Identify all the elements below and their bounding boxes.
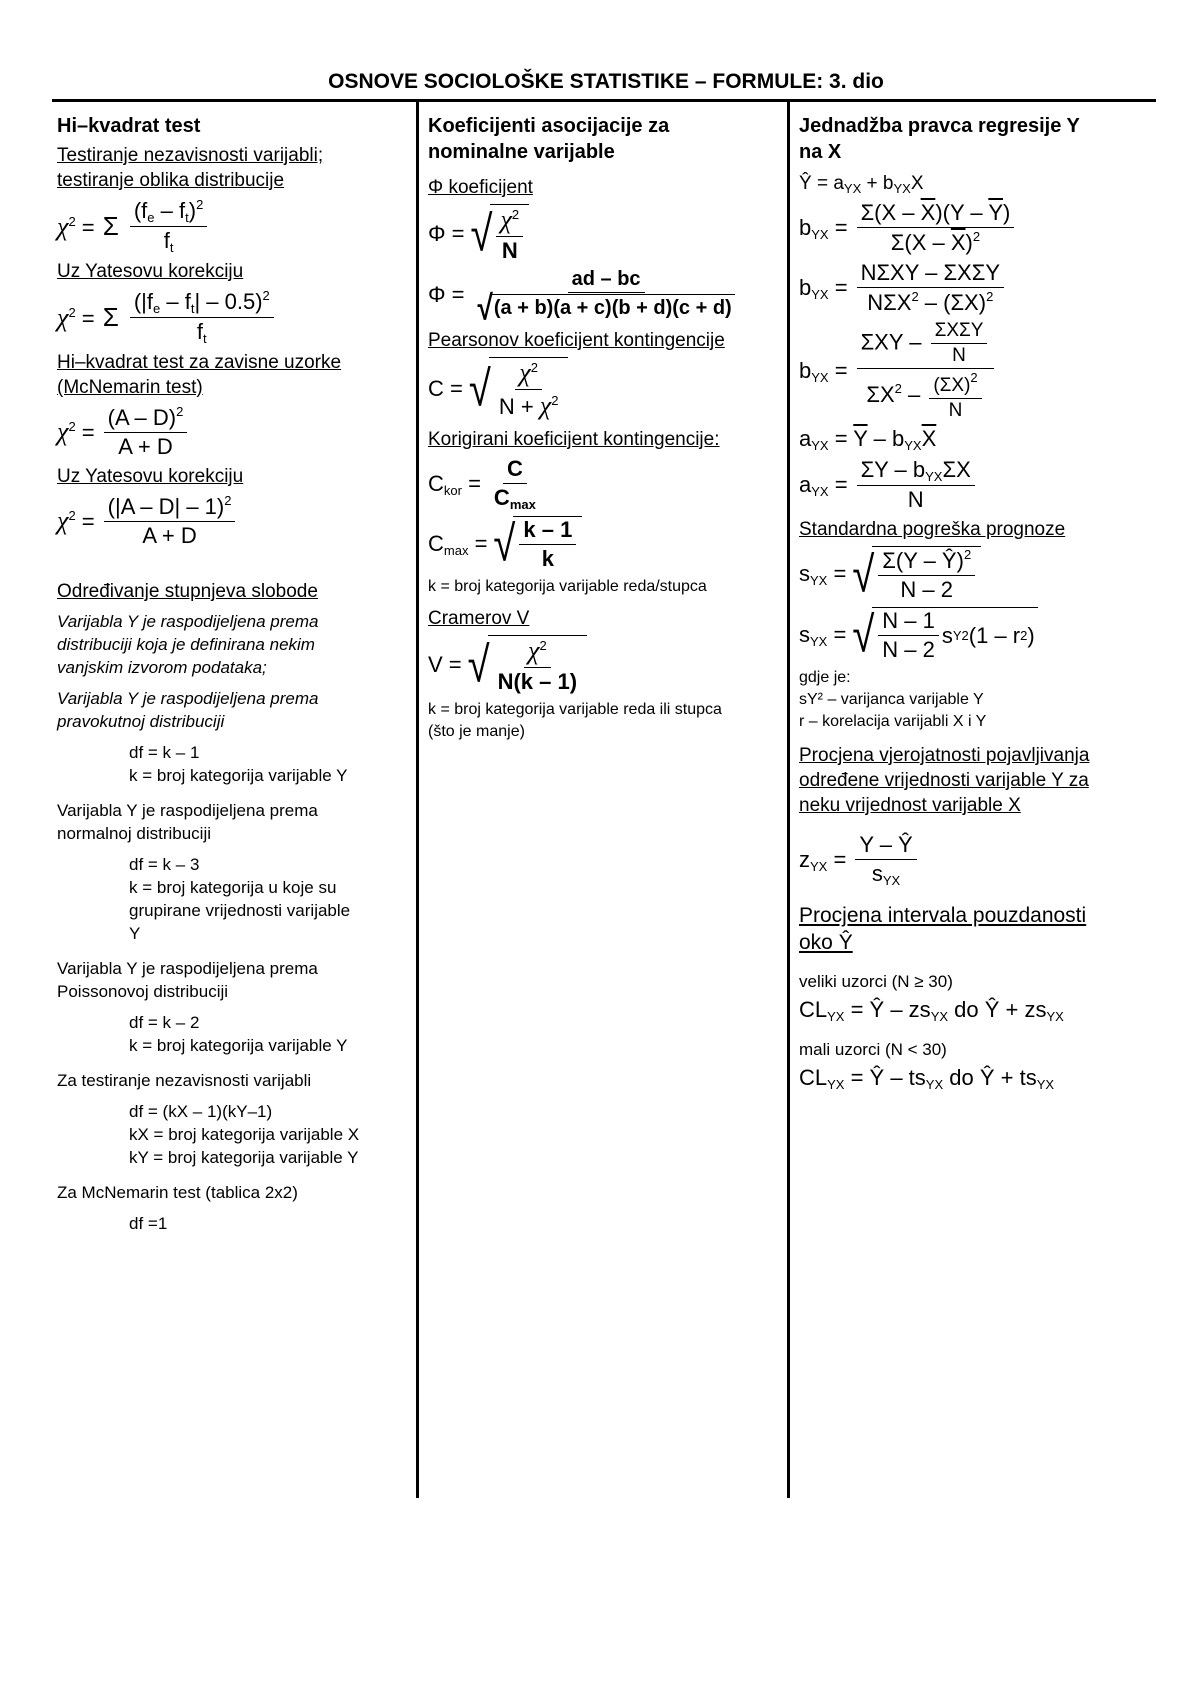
corrected-subheading: Korigirani koeficijent kontingencije: bbox=[428, 429, 720, 450]
title-rule bbox=[52, 99, 1156, 102]
df-heading: Određivanje stupnjeva slobode bbox=[57, 581, 318, 602]
regression-heading-2: na X bbox=[799, 141, 842, 163]
probability-subheading-3: neku vrijednost varijable X bbox=[799, 795, 1021, 816]
chi-square-yates-formula: $\chi^2 = \Sigma$ $\frac{(|f_e - f_t| - 0.5)^2}{f_t}$ bbox=[57, 288, 409, 346]
pearson-formula: C = √ $\frac{\chi^2}{N + \chi^2}$ bbox=[428, 357, 783, 421]
case3-text-1: Varijabla Y je raspodijeljena prema bbox=[57, 801, 318, 820]
byx-formula-1: $b_{YX}$ = $\frac{\Sigma(X - \overline{X})(Y - \overline{Y})}{\Sigma(X - \overline{X})^2}$ bbox=[799, 200, 1159, 256]
syx-formula-1: $s_{YX}$ = √ $\frac{\Sigma(Y - Ŷ)^2}{N - 2}$ bbox=[799, 546, 1159, 603]
case1-text-2: distribuciji koja je definirana nekim bbox=[57, 635, 315, 654]
syx-formula-2: $s_{YX}$ = √ $\frac{N - 1}{N - 2}$ s Y 2 (1 – r 2 ) bbox=[799, 607, 1159, 663]
mcnemar-formula: $\chi^2$ = $\frac{(A - D)^2}{A + D}$ bbox=[57, 404, 409, 460]
case6-df: df =1 bbox=[129, 1214, 168, 1233]
phi-formula-1: Φ = √ $\frac{\chi^2}{N}$ bbox=[428, 204, 783, 264]
k-note: k = broj kategorija varijable reda/stupca bbox=[428, 578, 707, 595]
case3-k-3: Y bbox=[129, 924, 141, 943]
case5-kx: kX = broj kategorija varijable X bbox=[129, 1125, 360, 1144]
c-corrected-formula: $C_{kor}$ = $\frac{C}{C_{max}}$ bbox=[428, 456, 536, 512]
case4-df: df = k – 2 bbox=[129, 1013, 200, 1032]
ayx-formula-1: $a_{YX} = \overline{Y} - b_{YX}\overline{X}$ bbox=[799, 426, 937, 453]
mcnemar-subheading-2: (McNemarin test) bbox=[57, 377, 203, 398]
where-variance: sY² – varijanca varijable Y bbox=[799, 691, 984, 708]
association-heading-2: nominalne varijable bbox=[428, 141, 615, 163]
large-samples-label: veliki uzorci (N ≥ 30) bbox=[799, 972, 953, 991]
case4-k: k = broj kategorija varijable Y bbox=[129, 1036, 348, 1055]
where-label: gdje je: bbox=[799, 669, 851, 686]
case2-text-1: Varijabla Y je raspodijeljena prema bbox=[57, 689, 319, 708]
case2-df: df = k – 1 bbox=[129, 743, 200, 762]
k-note-2-line2: (što je manje) bbox=[428, 723, 525, 740]
cramer-subheading: Cramerov V bbox=[428, 608, 530, 629]
column-regression bbox=[799, 113, 1159, 1096]
zyx-formula: $z_{YX}$ = $\frac{Y - Ŷ}{s_{YX}}$ bbox=[799, 832, 1159, 888]
chi-square-formula: $\chi^2 = \Sigma$ $\frac{(f_e - f_t)^2}{f_t}$ bbox=[57, 197, 409, 255]
std-error-subheading: Standardna pogreška prognoze bbox=[799, 519, 1066, 540]
byx-formula-2: $b_{YX}$ = $\frac{\text{NΣXY – ΣXΣY}}{N\Sigma X^2 - (\Sigma X)^2}$ bbox=[799, 260, 1159, 316]
probability-subheading-2: određene vrijednosti varijable Y za bbox=[799, 770, 1089, 791]
case6-text: Za McNemarin test (tablica 2x2) bbox=[57, 1183, 298, 1202]
case3-k-2: grupirane vrijednosti varijable bbox=[129, 901, 351, 920]
small-samples-label: mali uzorci (N < 30) bbox=[799, 1040, 947, 1059]
k-note-2-line1: k = broj kategorija varijable reda ili stupca bbox=[428, 701, 722, 718]
case4-text-1: Varijabla Y je raspodijeljena prema bbox=[57, 959, 318, 978]
regression-equation: Ŷ = $a_{YX} + b_{YX}X$ bbox=[799, 173, 924, 196]
pearson-subheading: Pearsonov koeficijent kontingencije bbox=[428, 330, 725, 351]
column-association bbox=[428, 113, 783, 743]
chi-square-heading: Hi–kvadrat test bbox=[57, 115, 201, 137]
cramer-formula: V = √ $\frac{\chi^2}{N(k - 1)}$ bbox=[428, 635, 783, 695]
case5-ky: kY = broj kategorija varijable Y bbox=[129, 1148, 359, 1167]
case5-df: df = (kX – 1)(kY–1) bbox=[129, 1102, 273, 1121]
cl-small-formula: $CL_{YX}$ = Ŷ – $ts_{YX}$ do Ŷ + $ts_{YX}$ bbox=[799, 1065, 1055, 1092]
case1-text-1: Varijabla Y je raspodijeljena prema bbox=[57, 612, 319, 631]
byx-formula-3: $b_{YX}$ = ΣXY – $\frac{\text{ΣXΣY}}{N}$ $\Sigma X^2$ – $\frac{(\Sigma X)^2}{N}$ bbox=[799, 320, 1159, 422]
probability-subheading-1: Procjena vjerojatnosti pojavljivanja bbox=[799, 745, 1090, 766]
case2-text-2: pravokutnoj distribuciji bbox=[57, 712, 225, 731]
phi-subheading: Φ koeficijent bbox=[428, 177, 533, 198]
case4-text-2: Poissonovoj distribuciji bbox=[57, 982, 229, 1001]
page-title: OSNOVE SOCIOLOŠKE STATISTIKE – FORMULE: 3. dio bbox=[328, 70, 884, 93]
ci-subheading-1: Procjena intervala pouzdanosti bbox=[799, 904, 1087, 927]
case5-text: Za testiranje nezavisnosti varijabli bbox=[57, 1071, 312, 1090]
case1-text-3: vanjskim izvorom podataka; bbox=[57, 658, 267, 677]
case2-k: k = broj kategorija varijable Y bbox=[129, 766, 348, 785]
mcnemar-yates-formula: $\chi^2$ = $\frac{(|A - D| - 1)^2}{A + D}$ bbox=[57, 493, 409, 549]
independence-subheading-2: testiranje oblika distribucije bbox=[57, 170, 285, 191]
ayx-formula-2: $a_{YX}$ = $\frac{\Sigma Y - b_{YX}\Sigma X}{N}$ bbox=[799, 457, 1159, 513]
association-heading-1: Koeficijenti asocijacije za bbox=[428, 115, 670, 137]
column-divider-2 bbox=[787, 102, 790, 1498]
mcnemar-subheading-1: Hi–kvadrat test za zavisne uzorke bbox=[57, 352, 342, 373]
ci-subheading-2: oko Ŷ bbox=[799, 931, 853, 954]
c-max-formula: $C_{max}$ = √ $\frac{k - 1}{k}$ bbox=[428, 516, 783, 572]
regression-heading-1: Jednadžba pravca regresije Y bbox=[799, 115, 1080, 137]
independence-subheading-1: Testiranje nezavisnosti varijabli; bbox=[57, 145, 324, 166]
cl-large-formula: $CL_{YX}$ = Ŷ – $zs_{YX}$ do Ŷ + $zs_{YX}$ bbox=[799, 997, 1064, 1024]
case3-text-2: normalnoj distribuciji bbox=[57, 824, 212, 843]
yates-subheading-1: Uz Yatesovu korekciju bbox=[57, 261, 244, 282]
case3-k-1: k = broj kategorija u koje su bbox=[129, 878, 337, 897]
column-divider-1 bbox=[416, 102, 419, 1498]
case3-df: df = k – 3 bbox=[129, 855, 200, 874]
yates-subheading-2: Uz Yatesovu korekciju bbox=[57, 466, 244, 487]
phi-formula-2: Φ = ad – bc √ (a + b)(a + c)(b + d)(c + d) bbox=[428, 268, 783, 322]
where-correlation: r – korelacija varijabli X i Y bbox=[799, 713, 987, 730]
column-chi-square bbox=[57, 113, 409, 1235]
